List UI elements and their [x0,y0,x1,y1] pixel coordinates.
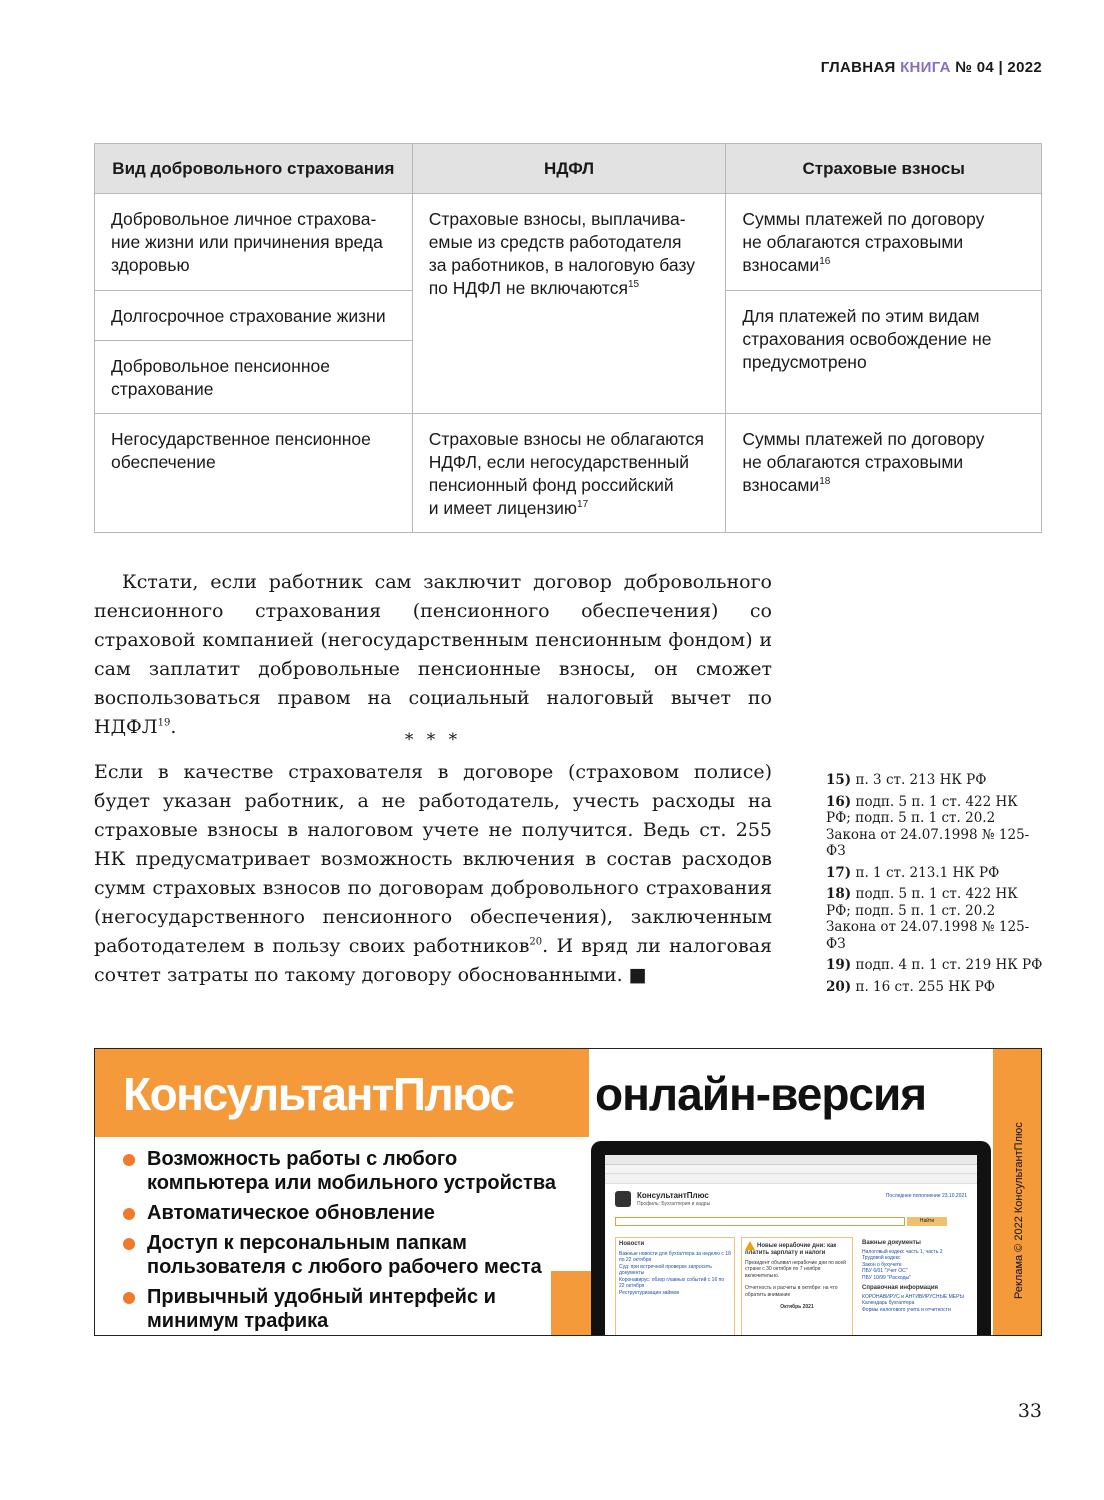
footnote [826,794,1046,860]
running-head [821,59,1042,76]
cp-news-item: Суд: при встречной проверке запросить документы [619,1263,712,1276]
table-cell-contributions [726,194,1042,291]
footnote [826,979,1046,996]
cp-news-item: Важные новости для бухгалтера за неделю с 18 по 22 октября [619,1250,731,1263]
footnote-number: 16) [826,793,852,810]
ad-brand-logo: КонсультантПлюс [123,1068,514,1120]
cp-reference-title: Справочная информация [862,1285,939,1291]
cp-docs-panel [859,1237,967,1336]
cp-reference-link: Календарь бухгалтера [862,1300,915,1306]
cell-text: взносами [742,255,820,275]
ad-feature-list [123,1147,583,1336]
journal-name-main: ГЛАВНАЯ [820,59,901,76]
cell-line: емые из средств работодателя [428,232,682,252]
table-header-contributions: Страховые взносы [726,144,1042,194]
cell-line: за работников, в налоговую базу [428,255,696,275]
table-cell-type: Добровольное пенсионное страхование [95,341,413,414]
cp-search-button: Найти [907,1217,947,1226]
cp-title: КонсультантПлюс [637,1191,709,1200]
ad-feature: Привычный удобный интерфейс и минимум трафика [123,1285,583,1333]
cell-line: Добровольное личное страхова- [111,209,377,229]
footnote [826,865,1046,882]
table-cell-ndfl [412,194,726,414]
laptop-mockup [591,1141,991,1336]
cell-line: пенсионный фонд российский [428,475,674,495]
table-row [95,194,1042,291]
table-cell-type [95,194,413,291]
cp-doc-link: Трудовой кодекс [862,1255,901,1261]
footnote-text: подп. 4 п. 1 ст. 219 НК РФ [851,957,1043,973]
cell-line: здоровью [111,255,190,275]
cp-feature-text: Президент объявил нерабочие дни по всей стране с 30 октября по 7 ноября включительно. [745,1259,846,1279]
footnote-text: подп. 5 п. 1 ст. 422 НК РФ; подп. 5 п. 1 ст. 20.2 Закона от 24.07.1998 № 125-ФЗ [826,793,1030,859]
cp-docs-title: Важные документы [862,1240,921,1246]
cp-reference-link: КОРОНАВИРУС и АНТИВИРУСНЫЕ МЕРЫ [862,1293,964,1300]
table-cell-ndfl [412,414,726,533]
footnote-number: 18) [826,886,852,902]
paragraph-1 [94,568,772,742]
cp-last-update: Последнее пополнение 23.10.2021 [885,1193,967,1199]
paragraph-2 [94,758,772,990]
cell-line [742,474,1025,497]
footnote-ref: 16 [819,256,831,268]
cp-feature-foot: Отчетность и расчеты в октябре: на что обратить внимание [745,1285,838,1298]
cell-line: не облагаются страховыми [742,232,964,252]
insurance-table [94,143,1042,533]
cell-line: Страховые взносы не облагаются [428,429,704,449]
footnote-ref: 18 [819,476,831,488]
footnote [826,957,1046,974]
table-header-ndfl: НДФЛ [412,144,726,194]
warning-icon [745,1241,755,1250]
browser-addressbar [605,1165,977,1174]
cp-news-item: Реструктуризация займов [619,1289,680,1296]
paragraph-text-end: . И вряд ли налоговая сочтет затраты по такому договору обоснованными. ■ [94,935,773,986]
cp-header [615,1191,967,1213]
paragraph-text: Если в качестве страхователя в договоре (страховом полисе) будет указан работник, а не работодатель, учесть расходы на страховые взносы в налоговом учете не получится. Ведь ст. 255 НК предусматривает возможность включения в состав расходов сумм страховых взносов по договорам добровольного страхования (негосударственного пенсионного обеспечения), заключенным работодателем в пользу своих работников [94,761,772,957]
laptop-screen [605,1155,977,1336]
table-cell-type: Негосударственное пенсионное обеспечение [95,414,413,533]
browser-bookmarks [605,1174,977,1184]
cp-news-title: Новости [619,1241,645,1247]
table-cell-contributions [726,414,1042,533]
cp-doc-link: ПБУ 6/01 "Учет ОС" [862,1268,908,1274]
footnote [826,772,1046,789]
ad-feature: Возможность работы с любого компьютера или мобильного устройства [123,1147,583,1195]
cp-doc-link: Закон о бухучете [862,1261,902,1268]
cp-doc-link: Налоговый кодекс часть 1, часть 2 [862,1248,943,1255]
cp-feature-title-text: Новые нерабочие дни: как платить зарплату и налоги [745,1243,837,1256]
page-number: 33 [1017,1400,1042,1422]
cp-doc-link: ПБУ 10/99 "Расходы" [862,1274,911,1281]
table-header-row [95,144,1042,194]
cell-line [429,497,710,520]
cell-text: по НДФЛ не включаются [428,278,628,298]
ad-feature: Доступ к персональным папкам пользователя с любого рабочего места [123,1231,583,1279]
cp-profile: Профиль: Бухгалтерия и кадры [637,1201,711,1207]
ad-legal-note: Реклама © 2022 КонсультантПлюс [1013,1122,1025,1299]
cell-line: Суммы платежей по договору [742,429,985,449]
cell-text: взносами [742,475,820,495]
ad-feature: Автоматическое обновление [123,1201,583,1225]
footnote-ref: 17 [577,499,589,511]
issue-number: № 04 | 2022 [950,59,1042,76]
cell-line [429,277,710,300]
cell-line: не облагаются страховыми [742,452,964,472]
cp-feature-title [745,1241,849,1257]
cell-line: Суммы платежей по договору [742,209,985,229]
footnote-text: п. 16 ст. 255 НК РФ [851,978,996,995]
footnote-text: п. 1 ст. 213.1 НК РФ [851,864,1000,881]
cell-line: ние жизни или причинения вреда [111,232,383,252]
table-header-type: Вид добровольного страхования [95,144,413,194]
paragraph-text-end: . [170,716,177,738]
cp-news-item: Коронавирус: обзор главных событий с 16 по 22 октября [619,1276,725,1289]
footnote [826,886,1046,952]
paragraph-text: Кстати, если работник сам заключит договор добровольного пенсионного страхования (пенсионного обеспечения) со страховой компанией (негосударственным пенсионным фондом) и сам заплатит добровольные пенсионные взносы, он сможет воспользоваться правом на социальный налоговый вычет по НДФЛ [94,571,772,738]
advertisement-banner [94,1048,1042,1336]
footnotes [826,772,1046,1000]
section-divider: * * * [404,730,462,750]
browser-tabbar [605,1155,977,1165]
footnote-text: п. 3 ст. 213 НК РФ [851,772,987,788]
footnote-number: 20) [826,978,852,995]
cp-news-panel [615,1237,735,1336]
journal-name-accent: КНИГА [900,59,951,76]
footnote-number: 19) [826,957,852,973]
cell-line [742,254,1025,277]
footnote-ref: 15 [627,279,640,291]
cp-search-input [615,1217,905,1226]
cell-line: Страховые взносы, выплачива- [428,209,686,229]
cp-feature-panel [741,1237,853,1336]
cell-text: и имеет лицензию [428,498,578,518]
cp-logo-icon [615,1191,631,1207]
footnote-text: подп. 5 п. 1 ст. 422 НК РФ; подп. 5 п. 1 ст. 20.2 Закона от 24.07.1998 № 125-ФЗ [826,886,1030,952]
table-row [95,414,1042,533]
footnote-number: 15) [826,772,852,788]
footnote-ref: 20 [529,936,543,948]
table-cell-contributions: Для платежей по этим видам страхования освобождение не предусмотрено [726,291,1042,414]
cp-reference-link: Формы налогового учета и отчетности [862,1306,951,1313]
cell-line: НДФЛ, если негосударственный [428,452,690,472]
footnote-number: 17) [826,864,852,881]
cp-calendar-title: Октябрь 2021 [780,1304,814,1310]
table-cell-type: Долгосрочное страхование жизни [95,291,413,341]
footnote-ref: 19 [157,717,171,729]
ad-version-title: онлайн-версия [595,1068,927,1120]
